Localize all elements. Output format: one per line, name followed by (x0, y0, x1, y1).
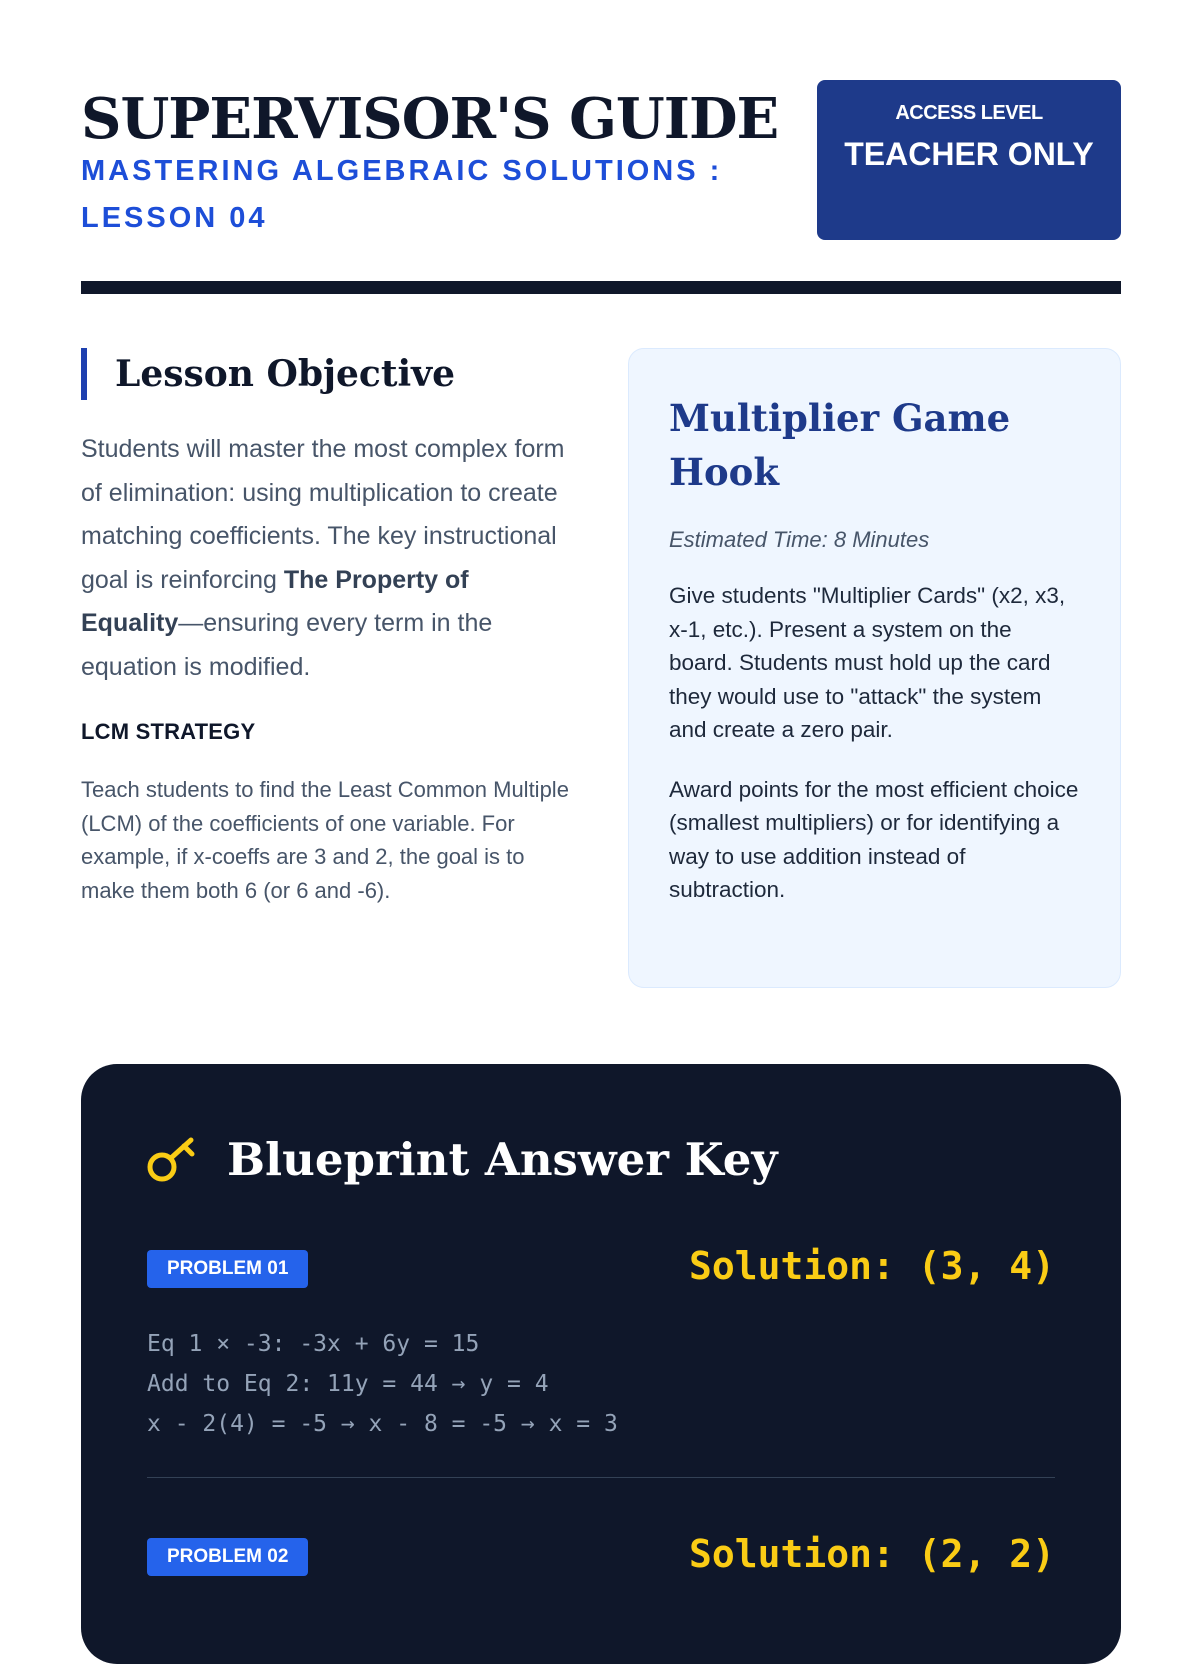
page-title: SUPERVISOR'S GUIDE (81, 86, 779, 152)
hook-paragraph: Award points for the most efficient choice (smallest multipliers) or for identifying a way to use addition instead of subtraction. (669, 776, 1079, 902)
hook-card (628, 348, 1121, 988)
objective-heading: Lesson Objective (81, 348, 571, 400)
problem-divider (147, 1477, 1055, 1478)
hook-paragraph: Give students "Multiplier Cards" (x2, x3, x-1, etc.). Present a system on the board. Students must hold up the card they would use to "attack" the system and create a zero pair. (669, 583, 1066, 742)
lcm-text: Teach students to find the Least Common Multiple (LCM) of the coefficients of one variable. For example, if x-coeffs are 3 and 2, the goal is to make them both 6 (or 6 and -6). (81, 777, 569, 903)
hook-time: Estimated Time: 8 Minutes (669, 527, 930, 552)
header-divider (81, 281, 1121, 294)
problem-badge: PROBLEM 01 (147, 1250, 308, 1288)
solution-steps (147, 1324, 618, 1444)
solution-step: x - 2(4) = -5 → x - 8 = -5 → x = 3 (147, 1411, 618, 1437)
solution-step: Eq 1 × -3: -3x + 6y = 15 (147, 1331, 480, 1357)
access-level-badge (817, 80, 1121, 240)
access-level-value: TEACHER ONLY (844, 136, 1094, 172)
problem-badge: PROBLEM 02 (147, 1538, 308, 1576)
access-level-label: ACCESS LEVEL (895, 102, 1043, 124)
key-icon (147, 1132, 199, 1184)
objective-text-start: Students will master the most complex form of elimination: using multiplication to create matching coefficients. The key instructional goal is reinforcing (81, 435, 565, 594)
objective-text-emphasis: The Property of Equality (81, 565, 469, 637)
lcm-heading: LCM STRATEGY (81, 719, 256, 744)
problem-solution: Solution: (3, 4) (688, 1244, 1055, 1288)
guide-header (81, 80, 1121, 240)
answer-key-panel (81, 1064, 1121, 1664)
hook-title: Multiplier Game Hook (669, 396, 1011, 494)
objective-section (81, 348, 571, 907)
objective-text-end: —ensuring every term in the equation is modified. (81, 609, 493, 681)
objective-text (81, 428, 571, 689)
page-subtitle: MASTERING ALGEBRAIC SOLUTIONS : LESSON 04 (81, 155, 723, 234)
answer-key-title: Blueprint Answer Key (227, 1133, 778, 1186)
problem-solution: Solution: (2, 2) (688, 1532, 1055, 1576)
solution-step: Add to Eq 2: 11y = 44 → y = 4 (147, 1371, 549, 1397)
